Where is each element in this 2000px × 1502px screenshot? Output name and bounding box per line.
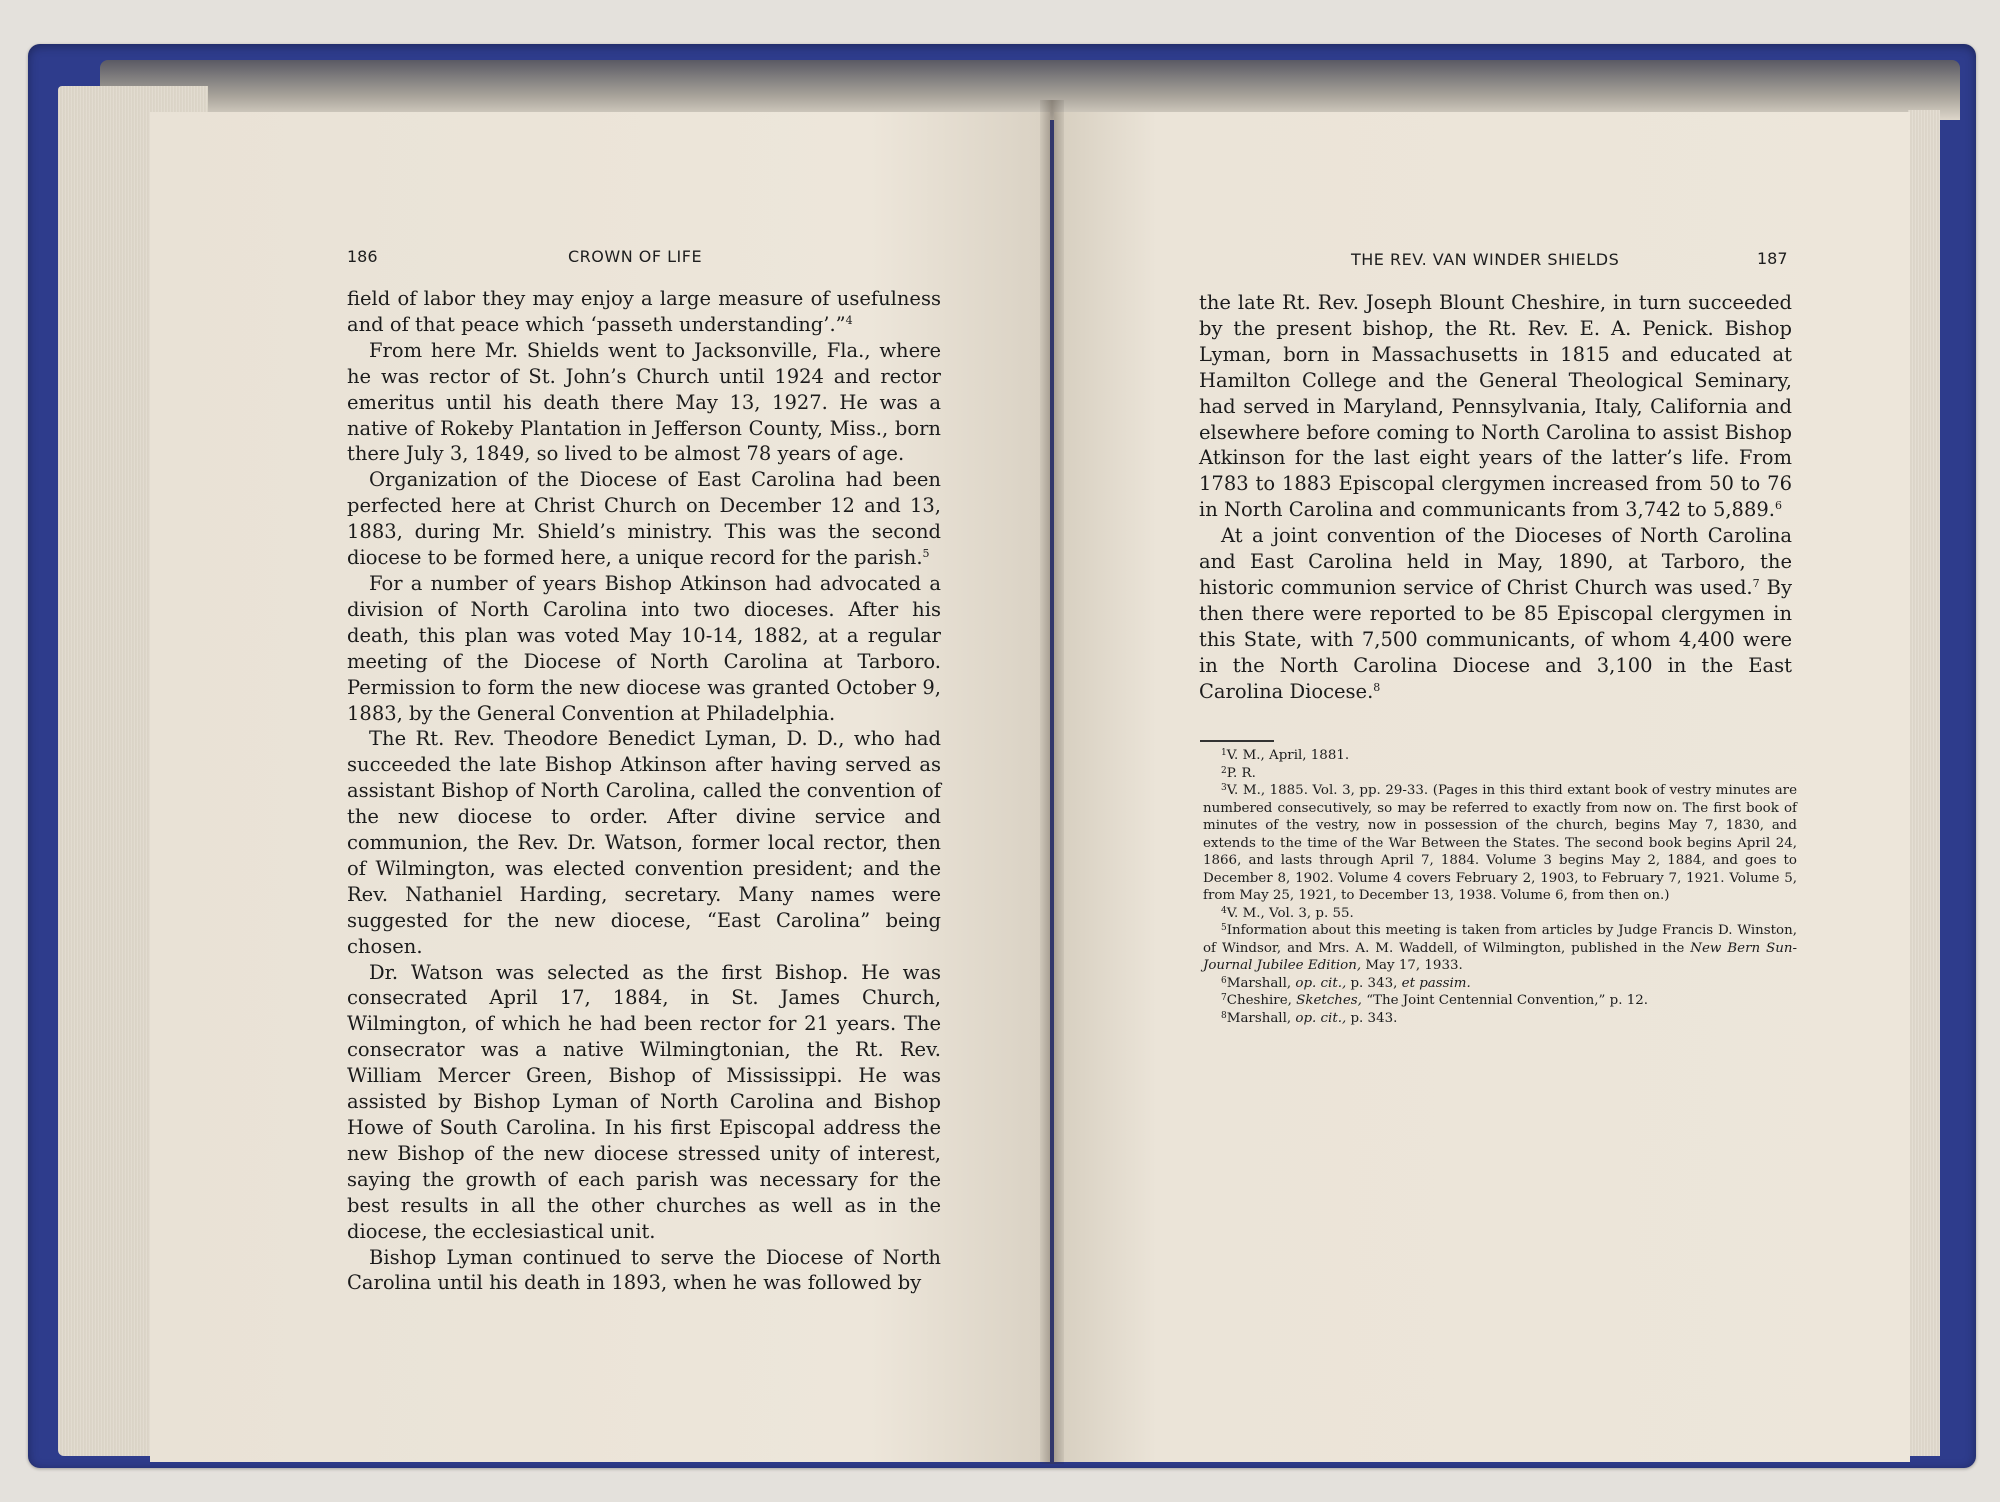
paragraph: Dr. Watson was selected as the first Bishop. He was consecrated April 17, 1884, in St. James Church, Wilmington, of which he had been rector for 21 years. The consecrator was a native Wilmingtonian, the Rt. Rev. William Mercer Green, Bishop of Mississippi. He was assisted by Bishop Lyman of North Carolina and Bishop Howe of South Carolina. In his first Episcopal address the new Bishop of the new diocese stressed unity of interest, saying the growth of each parish was necessary for the best results in all the other churches as well as in the diocese, the ecclesiastical unit. <box>347 960 941 1243</box>
footnote: $^3$V. M., 1885. Vol. 3, pp. 29-33. (Pages in this third extant book of vestry minutes are numbered consecutively, so may be referred to exactly from now on. The first book of minutes of the vestry, now in possession of the church, begins May 7, 1830, and extends to the time of the War Between the States. The second book begins April 24, 1866, and lasts through April 7, 1884. Volume 3 begins May 2, 1884, and goes to December 8, 1902. Volume 4 covers February 2, 1903, to February 7, 1921. Volume 5, from May 25, 1921, to December 13, 1938. Volume 6, from then on.) <box>1203 783 1797 903</box>
left-page-body <box>347 286 941 1296</box>
paragraph: For a number of years Bishop Atkinson had advocated a division of North Carolina into two dioceses. After his death, this plan was voted May 10-14, 1882, at a regular meeting of the Diocese of North Carolina at Tarboro. Permission to form the new diocese was granted October 9, 1883, by the General Convention at Philadelphia. <box>347 571 941 725</box>
footnote: $^5$Information about this meeting is taken from articles by Judge Francis D. Winston, of Windsor, and Mrs. A. M. Waddell, of Wilmington, published in the New Bern Sun-Journal Jubilee Edition, May 17, 1933. <box>1203 923 1797 973</box>
footnote: $^1$V. M., April, 1881. <box>1221 748 1350 763</box>
paragraph: At a joint convention of the Dioceses of North Carolina and East Carolina held in May, 1890, at Tarboro, the historic communion service of Christ Church was used.$^7$ By then there were reported to be 85 Episcopal clergymen in this State, with 7,500 communicants, of whom 4,400 were in the North Carolina Diocese and 3,100 in the East Carolina Diocese.$^8$ <box>1199 524 1793 703</box>
footnote-rule <box>1200 740 1274 742</box>
right-page-number: 187 <box>1757 249 1788 268</box>
paragraph: From here Mr. Shields went to Jacksonville, Fla., where he was rector of St. John’s Church until 1924 and rector emeritus until his death there May 13, 1927. He was a native of Rokeby Plantation in Jefferson County, Miss., born there July 3, 1849, so lived to be almost 78 years of age. <box>347 338 941 466</box>
footnote: $^6$Marshall, op. cit., p. 343, et passim. <box>1221 975 1471 991</box>
paragraph: Bishop Lyman continued to serve the Diocese of North Carolina until his death in 1893, when he was followed by <box>347 1245 941 1295</box>
book-gutter <box>1040 100 1064 1464</box>
paragraph: the late Rt. Rev. Joseph Blount Cheshire, in turn succeeded by the present bishop, the Rt. Rev. E. A. Penick. Bishop Lyman, born in Massachusetts in 1815 and educated at Hamilton College and the General Theological Seminary, had served in Maryland, Pennsylvania, Italy, California and elsewhere before coming to North Carolina to assist Bishop Atkinson for the last eight years of the latter’s life. From 1783 to 1883 Episcopal clergymen increased from 50 to 76 in North Carolina and communicants from 3,742 to 5,889.$^6$ <box>1199 291 1792 522</box>
paragraph: The Rt. Rev. Theodore Benedict Lyman, D. D., who had succeeded the late Bishop Atkinson after having served as assistant Bishop of North Carolina, called the convention of the new diocese to order. After divine service and communion, the Rev. Dr. Watson, former local rector, then of Wilmington, was elected convention president; and the Rev. Nathaniel Harding, secretary. Many names were suggested for the new diocese, “East Carolina” being chosen. <box>347 727 941 958</box>
footnote: $^2$P. R. <box>1221 765 1256 781</box>
paragraph: Organization of the Diocese of East Carolina had been perfected here at Christ Church on December 12 and 13, 1883, during Mr. Shield’s ministry. This was the second diocese to be formed here, a unique record for the parish.$^5$ <box>347 468 941 570</box>
footnote: $^4$V. M., Vol. 3, p. 55. <box>1221 905 1354 921</box>
footnote: $^7$Cheshire, Sketches, “The Joint Centennial Convention,” p. 12. <box>1221 993 1649 1008</box>
book-top-edge <box>100 60 1960 120</box>
left-page-number: 186 <box>347 247 378 266</box>
left-running-head: CROWN OF LIFE <box>568 247 703 266</box>
page-block-right <box>1908 110 1940 1456</box>
footnote: $^8$Marshall, op. cit., p. 343. <box>1221 1010 1398 1026</box>
right-running-head: THE REV. VAN WINDER SHIELDS <box>1351 250 1620 269</box>
paragraph: field of labor they may enjoy a large measure of usefulness and of that peace which ‘passeth understanding’.”$^4$ <box>347 287 941 336</box>
right-page-body <box>1199 290 1792 705</box>
footnotes <box>1203 747 1797 1027</box>
